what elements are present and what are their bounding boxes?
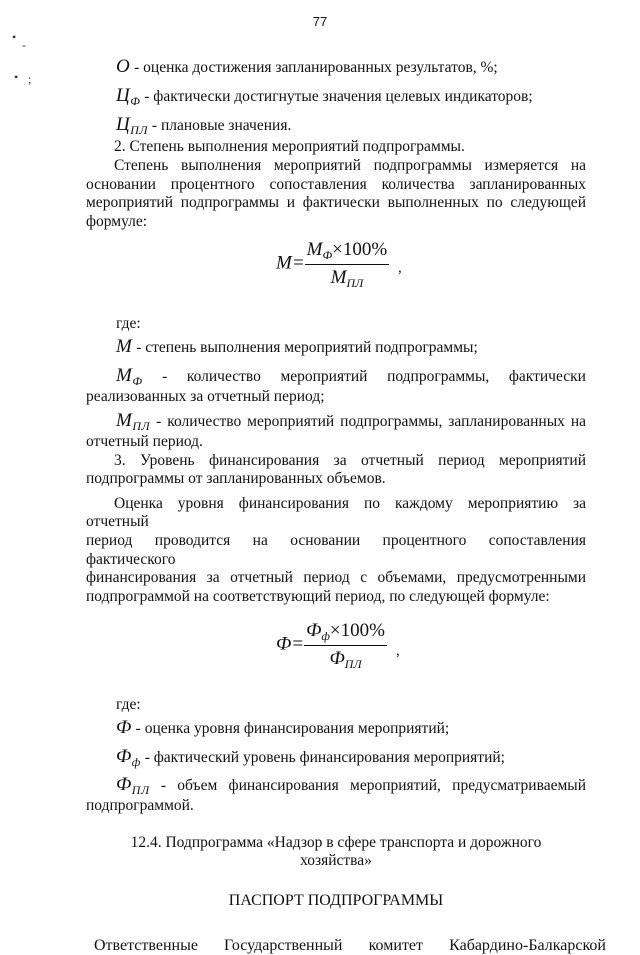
section-3-para-line: подпрограммой на соответствующий период, по следующей формуле:: [86, 587, 550, 605]
definition-ff: [86, 746, 586, 769]
section-2-para-line: Степень выполнения мероприятий подпрограммы измеряется на: [114, 156, 586, 174]
definition-cf: [86, 85, 586, 108]
passport-row-word: Государственный: [224, 937, 343, 955]
formula-1-lhs: М: [276, 253, 292, 275]
definition-cf-text: - фактически достигнутые значения целевых индикаторов;: [144, 87, 533, 105]
scan-mark: •: [14, 70, 19, 84]
definition-mpl-text: - количество мероприятий подпрограммы, запланированных на: [156, 413, 586, 431]
symbol-cpl: [116, 114, 148, 135]
document-body: [86, 56, 606, 955]
formula-2-den-main: Ф: [329, 648, 345, 670]
where-label: где:: [116, 315, 141, 333]
passport-first-row: [94, 936, 606, 955]
section-3-title-line: 3. Уровень финансирования за отчетный период мероприятий: [114, 451, 586, 469]
symbol-mpl-sub: ПЛ: [132, 419, 151, 434]
formula-2-eq: =: [291, 633, 305, 655]
definition-f-text: - оценка уровня финансирования мероприятий;: [135, 719, 450, 737]
definition-mpl: [86, 410, 586, 433]
symbol-m: М: [116, 335, 133, 357]
symbol-mf-sub: Ф: [132, 373, 143, 388]
formula-2-expression: [276, 620, 387, 671]
section-2-title: 2. Степень выполнения мероприятий подпрограммы.: [114, 138, 465, 156]
formula-1-eq: =: [291, 253, 305, 275]
formula-1-num-rest: ×100%: [332, 239, 388, 261]
formula-1-numerator: [305, 239, 390, 265]
section-2-para-line: мероприятий подпрограммы и фактически выполненных по следующей: [86, 194, 586, 212]
symbol-mpl-main: М: [116, 410, 133, 432]
symbol-mpl: [116, 410, 151, 434]
symbol-ff: [116, 746, 141, 767]
symbol-cf-main: Ц: [116, 84, 131, 106]
passport-row-word: Кабардино-Балкарской: [449, 937, 606, 955]
formula-2-den-sub: ПЛ: [344, 657, 362, 672]
passport-row-word: комитет: [368, 937, 424, 955]
definition-cpl: [86, 114, 586, 137]
passport-title: ПАСПОРТ ПОДПРОГРАММЫ: [228, 892, 444, 910]
formula-2-numerator: [304, 620, 387, 646]
subprogram-heading: [86, 834, 586, 871]
definition-mf-word: фактически: [508, 367, 586, 385]
formula-2-fraction: [304, 620, 387, 671]
formula-2-lhs: Ф: [276, 633, 292, 655]
section-2-para-line: формуле:: [86, 212, 148, 230]
formula-2-num-sub: ф: [321, 629, 330, 644]
scan-mark: -: [22, 38, 26, 52]
definition-ff-text: - фактический уровень финансирования мероприятий;: [144, 748, 505, 766]
passport-row-word: Ответственные: [94, 937, 198, 955]
scan-mark: •: [12, 30, 17, 44]
definition-mf-word: подпрограммы,: [387, 367, 490, 385]
definition-fpl: [86, 774, 586, 797]
formula-1-fraction: [305, 239, 390, 290]
section-3-para-line: Оценка уровня финансирования по каждому мероприятию за отчетный: [86, 494, 586, 531]
definition-cpl-text: - плановые значения.: [151, 116, 292, 134]
formula-2-num-main: Ф: [306, 620, 322, 642]
symbol-cf: [116, 85, 140, 106]
section-3-title-line: подпрограммы от запланированных объемов.: [86, 470, 386, 488]
definition-o-text: - оценка достижения запланированных результатов, %;: [134, 59, 498, 76]
definition-fpl-line2: подпрограммой.: [86, 797, 194, 815]
formula-1: [86, 239, 586, 301]
subprogram-heading-line: хозяйства»: [300, 852, 372, 870]
formula-1-num-sub: Ф: [322, 248, 333, 263]
section-3-para-line: финансирования за отчетный период с объемами, предусмотренными: [86, 569, 586, 587]
formula-2-denominator: [304, 646, 387, 671]
subprogram-heading-line: 12.4. Подпрограмма «Надзор в сфере транспорта и дорожного: [130, 833, 542, 851]
symbol-cpl-main: Ц: [116, 113, 131, 135]
symbol-f: Ф: [116, 716, 132, 738]
definition-mf: [86, 365, 586, 388]
page-number: 77: [312, 14, 328, 29]
symbol-mf: [116, 365, 142, 388]
definition-mf-word: количество: [186, 367, 261, 385]
definition-o: [86, 56, 586, 79]
definition-m-text: - степень выполнения мероприятий подпрограммы;: [136, 338, 478, 356]
formula-1-num-main: М: [306, 239, 323, 261]
symbol-cpl-sub: ПЛ: [130, 122, 149, 137]
symbol-fpl: [116, 774, 150, 798]
formula-2-comma: ,: [396, 643, 400, 660]
symbol-ff-main: Ф: [116, 745, 132, 767]
formula-1-comma: ,: [398, 260, 402, 277]
definition-fpl-text: - объем финансирования мероприятий, предусматриваемый: [160, 777, 586, 795]
definition-mf-word: мероприятий: [280, 367, 368, 385]
symbol-fpl-main: Ф: [116, 774, 132, 796]
symbol-o: О: [116, 56, 131, 77]
scan-mark: ;: [28, 72, 32, 86]
symbol-ff-sub: ф: [131, 754, 141, 769]
formula-1-denominator: [305, 265, 390, 290]
definition-mf-word: -: [162, 367, 168, 385]
definition-mpl-line2: отчетный период.: [86, 432, 203, 450]
definition-m: [86, 336, 586, 359]
formula-1-den-main: М: [330, 267, 347, 289]
definition-f: [86, 717, 586, 740]
section-2-para-line: основании процентного сопоставления количества запланированных: [86, 175, 586, 193]
symbol-mf-main: М: [116, 364, 133, 386]
symbol-fpl-sub: ПЛ: [131, 783, 150, 798]
section-3-para-line: период проводится на основании процентного сопоставления фактического: [86, 531, 586, 568]
formula-1-den-sub: ПЛ: [346, 276, 364, 291]
symbol-cf-sub: Ф: [130, 93, 141, 108]
definition-mf-line2: реализованных за отчетный период;: [86, 387, 325, 405]
formula-2-num-rest: ×100%: [329, 620, 385, 642]
formula-1-expression: [276, 239, 389, 290]
where-label: где:: [116, 696, 141, 714]
formula-2: [86, 620, 586, 682]
